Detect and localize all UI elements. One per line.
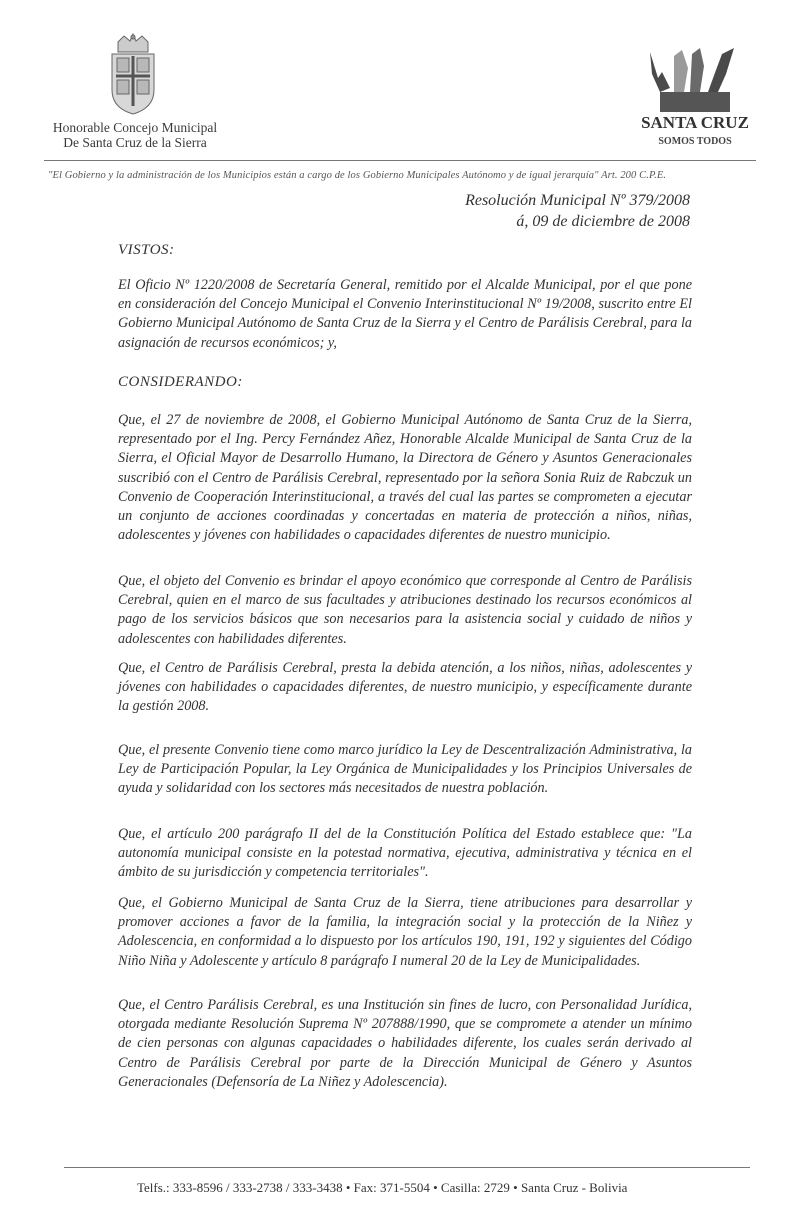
paragraph-considerando-3: Que, el Centro de Parálisis Cerebral, presta la debida atención, a los niños, niñas, adolescentes y jóvenes con habilidades o capacidades diferentes, de nuestro municipio, y específicamente durante la gestión 2008.	[118, 660, 692, 715]
logo-sub-text: SOMOS TODOS	[658, 136, 732, 147]
council-name	[40, 120, 230, 150]
footer-contact: Telfs.: 333-8596 / 333-2738 / 333-3438 • Fax: 371-5504 • Casilla: 2729 • Santa Cruz - Bolivia	[137, 1180, 628, 1195]
paragraph-considerando-7: Que, el Centro Parálisis Cerebral, es una Institución sin fines de lucro, con Personalidad Jurídica, otorgada mediante Resolución Suprema Nº 207888/1990, que se compromete a atender un mínimo de cien personas con algunas capacidades o habilidades diferente, los cuales serán derivado al Centro de Parálisis Cerebral por parte de la Dirección Municipal de Género y Asuntos Generacionales (Defensoría de La Niñez y Adolescencia).	[118, 997, 692, 1090]
logo-main-text: SANTA CRUZ	[641, 113, 749, 132]
council-name-line2: De Santa Cruz de la Sierra	[63, 135, 207, 150]
paragraph-considerando-5: Que, el artículo 200 parágrafo II del de la Constitución Política del Estado establece que: "La autonomía municipal consiste en la potestad normativa, ejecutiva, administrativa y técnica en el ámbito de su jurisdicción y competencia territoriales".	[118, 826, 692, 881]
paragraph-considerando-6: Que, el Gobierno Municipal de Santa Cruz de la Sierra, tiene atribuciones para desarrollar y promover acciones a favor de la familia, la integración social y la protección de la Niñez y Adolescencia, en conformidad a lo dispuesto por los artículos 190, 191, 192 y siguientes del Código Niño Niña y Adolescente y artículo 8 parágrafo I numeral 20 de la Ley de Municipalidades.	[118, 895, 692, 969]
santa-cruz-logo	[630, 48, 760, 148]
constitution-quote: "El Gobierno y la administración de los Municipios están a cargo de los Gobierno Municipales Autónomo y de igual jerarquía" Art. 200 C.P.E.	[48, 170, 667, 181]
paragraph-considerando-2: Que, el objeto del Convenio es brindar el apoyo económico que corresponde al Centro de Parálisis Cerebral, quien en el marco de sus facultades y atribuciones destinado los recursos económicos al pago de los servicios básicos que son necesarios para la asistencia social y cuidado de niños y adolescentes con habilidades diferentes.	[118, 573, 692, 647]
council-name-line1: Honorable Concejo Municipal	[52, 120, 218, 135]
resolution-date: á, 09 de diciembre de 2008	[516, 213, 690, 230]
heading-vistos: VISTOS:	[118, 242, 175, 258]
resolution-number: Resolución Municipal Nº 379/2008	[465, 192, 690, 209]
paragraph-considerando-4: Que, el presente Convenio tiene como marco jurídico la Ley de Descentralización Administrativa, la Ley de Participación Popular, la Ley Orgánica de Municipalidades y los Principios Universales de ayuda y solidaridad con los sectores más necesitados de nuestra población.	[118, 742, 692, 797]
header-divider	[44, 160, 756, 161]
heading-considerando: CONSIDERANDO:	[118, 374, 243, 390]
footer-divider	[64, 1167, 750, 1168]
paragraph-considerando-1: Que, el 27 de noviembre de 2008, el Gobierno Municipal Autónomo de Santa Cruz de la Sierra, representado por el Ing. Percy Fernández Añez, Honorable Alcalde Municipal de Santa Cruz de la Sierra, el Oficial Mayor de Desarrollo Humano, la Directora de Género y Asuntos Generacionales suscribió con el Centro de Parálisis Cerebral, representado por la señora Sonia Ruiz de Rabczuk un Convenio de Cooperación Interinstitucional, a través del cual las partes se comprometen a ejecutar un conjunto de acciones coordinadas y concertadas en materia de protección a niños, niñas, adolescentes y jóvenes con habilidades o capacidades diferentes de nuestro municipio.	[118, 412, 692, 544]
coat-of-arms-emblem	[104, 32, 162, 118]
paragraph-vistos: El Oficio Nº 1220/2008 de Secretaría General, remitido por el Alcalde Municipal, por el que pone en consideración del Concejo Municipal el Convenio Interinstitucional Nº 19/2008, suscrito entre El Gobierno Municipal Autónomo de Santa Cruz de la Sierra y el Centro de Parálisis Cerebral, para la asignación de recursos económicos; y,	[118, 277, 692, 351]
resolution-block	[465, 190, 690, 232]
